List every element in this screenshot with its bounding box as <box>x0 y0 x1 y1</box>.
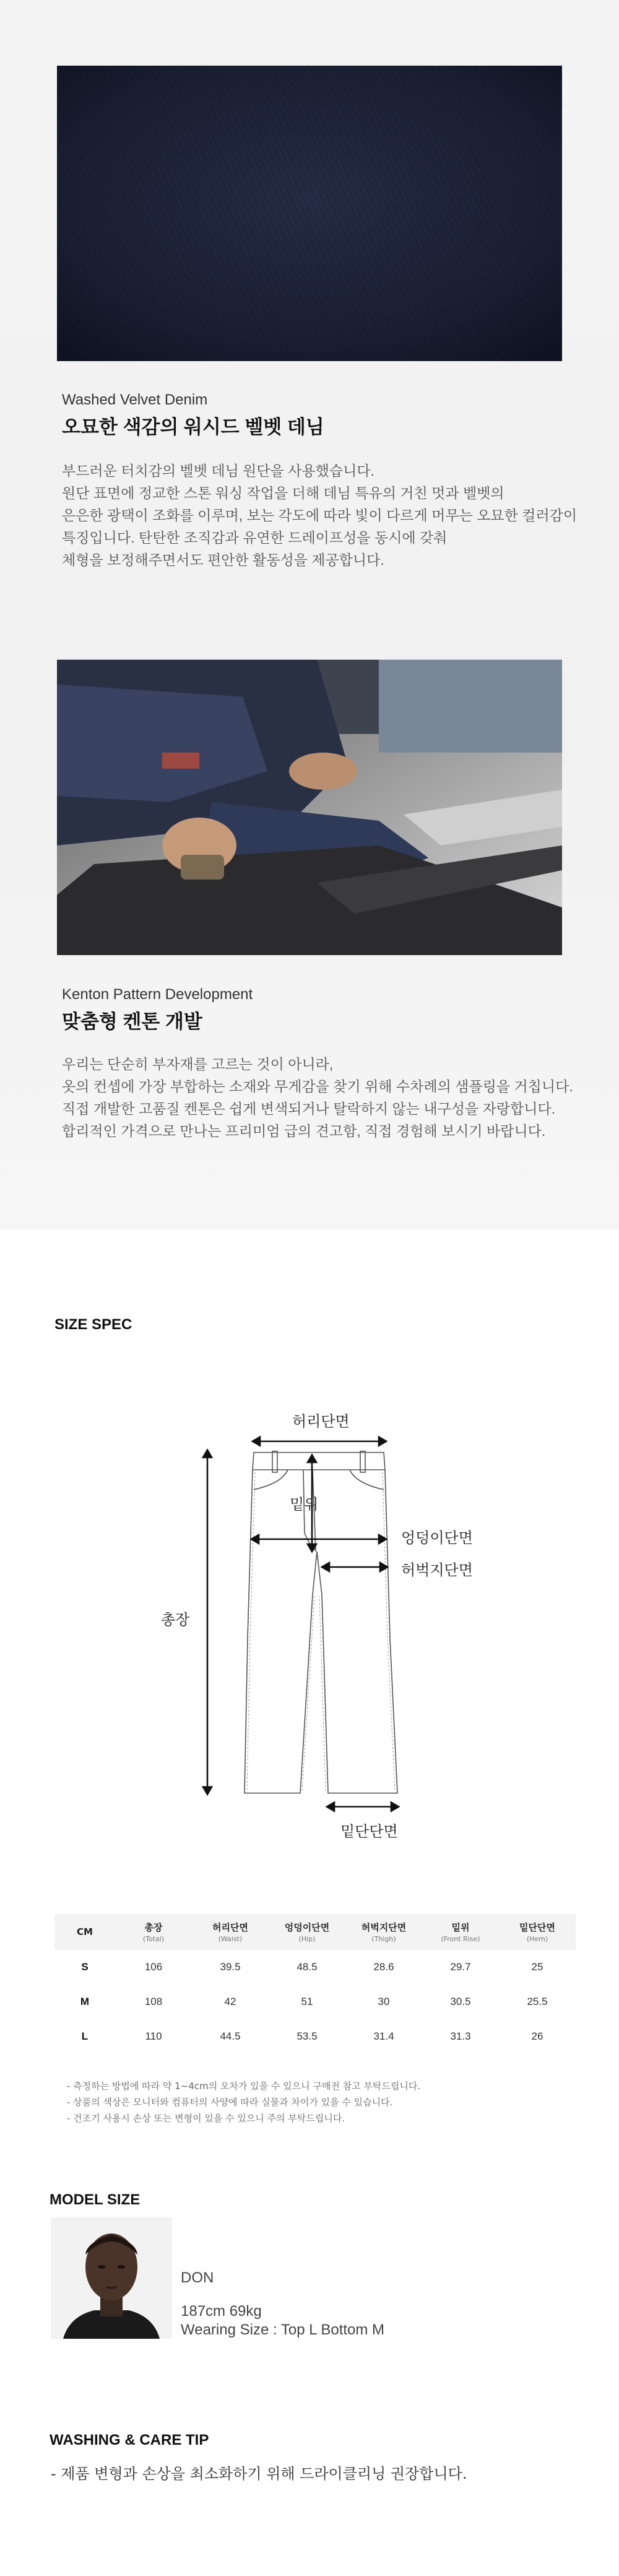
model-wearing-size: Wearing Size : Top L Bottom M <box>181 2321 385 2338</box>
value-cell: 25.5 <box>527 1996 548 2007</box>
value-cell: 30.5 <box>450 1996 471 2007</box>
denim-fabric-image <box>57 66 562 361</box>
model-size-heading: MODEL SIZE <box>50 2191 141 2208</box>
feature-subtitle: Washed Velvet Denim <box>62 391 208 408</box>
header-ko: 엉덩이단면 <box>284 1922 330 1933</box>
size-cell: L <box>81 2030 89 2042</box>
value-cell: 110 <box>145 2030 162 2042</box>
hem-label: 밑단단면 <box>340 1823 398 1840</box>
header-en: (Hem) <box>526 1935 548 1943</box>
table-header-row <box>54 1914 576 1950</box>
header-ko: 허리단면 <box>212 1922 248 1933</box>
value-cell: 26 <box>531 2030 543 2042</box>
table-row <box>54 2019 576 2054</box>
value-cell: 30 <box>378 1996 390 2007</box>
care-heading: WASHING & CARE TIP <box>50 2432 209 2448</box>
description-line: 특징입니다. 탄탄한 조직감과 유연한 드레이프성을 동시에 갖춰 <box>62 530 448 546</box>
description-line: 옷의 컨셉에 가장 부합하는 소재와 무게감을 찾기 위해 수차례의 샘플링을 거칩니다. <box>62 1078 573 1094</box>
table-row <box>54 1950 576 1984</box>
description-line: 합리적인 가격으로 만나는 프리미엄 급의 견고함, 직접 경험해 보시기 바랍니다. <box>62 1123 546 1139</box>
thigh-label: 허벅지단면 <box>401 1561 473 1579</box>
header-en: (Total) <box>142 1935 165 1943</box>
value-cell: 106 <box>144 1961 163 1973</box>
value-cell: 28.6 <box>373 1961 394 1973</box>
header-ko: 밑단단면 <box>519 1922 555 1933</box>
value-cell: 53.5 <box>297 2030 318 2042</box>
length-label: 총장 <box>161 1611 190 1628</box>
value-cell: 44.5 <box>220 2030 241 2042</box>
column-header <box>345 1914 422 1950</box>
denim-fabric-photo <box>57 66 562 361</box>
hip-label: 엉덩이단면 <box>401 1529 473 1547</box>
header-en: (Waist) <box>218 1935 243 1943</box>
description-line: 은은한 광택이 조화를 이루며, 보는 각도에 따라 빛이 다르게 머무는 오묘한 컬러감이 <box>62 507 578 523</box>
size-notes <box>67 2078 420 2126</box>
pattern-cutting-photo <box>57 660 562 955</box>
value-cell: 42 <box>224 1996 236 2007</box>
pants-measurement-diagram <box>161 1391 473 1855</box>
size-spec-heading: SIZE SPEC <box>54 1316 132 1333</box>
column-header <box>115 1914 192 1950</box>
note-line: - 측정하는 방법에 따라 약 1~4cm의 오차가 있을 수 있으니 구매전 참고 부탁드립니다. <box>67 2080 421 2092</box>
column-header <box>192 1914 269 1950</box>
column-header <box>499 1914 576 1950</box>
care-instruction: - 제품 변형과 손상을 최소화하기 위해 드라이클리닝 권장합니다. <box>51 2465 467 2482</box>
header-ko: 밑위 <box>451 1922 470 1933</box>
description-line: 원단 표면에 정교한 스톤 워싱 작업을 더해 데님 특유의 거친 멋과 벨벳의 <box>62 485 504 501</box>
feature-subtitle: Kenton Pattern Development <box>62 986 253 1003</box>
model-portrait-image <box>51 2217 172 2339</box>
value-cell: 25 <box>531 1961 543 1973</box>
model-name: DON <box>181 2269 214 2286</box>
column-header <box>422 1914 499 1950</box>
description-line: 부드러운 터치감의 벨벳 데님 원단을 사용했습니다. <box>62 463 374 479</box>
size-spec-table <box>54 1914 576 2054</box>
unit-header: CM <box>77 1926 93 1937</box>
value-cell: 48.5 <box>297 1961 318 1973</box>
column-header <box>269 1914 345 1950</box>
header-en: (Thigh) <box>371 1935 396 1943</box>
value-cell: 31.4 <box>373 2030 394 2042</box>
value-cell: 51 <box>301 1996 313 2007</box>
waist-label: 허리단면 <box>292 1413 350 1430</box>
description-line: 체형을 보정해주면서도 편안한 활동성을 제공합니다. <box>62 552 384 568</box>
description-line: 우리는 단순히 부자재를 고르는 것이 아니라, <box>62 1056 334 1072</box>
description-line: 직접 개발한 고품질 켄톤은 쉽게 변색되거나 탈락하지 않는 내구성을 자랑합니다. <box>62 1101 556 1117</box>
value-cell: 39.5 <box>220 1961 241 1973</box>
size-cell: S <box>81 1961 89 1973</box>
feature-description <box>62 1053 573 1142</box>
feature-description <box>62 460 578 571</box>
note-line: - 상품의 색상은 모니터와 컴퓨터의 사양에 따라 실물과 차이가 있을 수 있습니다. <box>67 2097 393 2108</box>
rise-label: 밑위 <box>290 1496 319 1513</box>
value-cell: 29.7 <box>450 1961 471 1973</box>
model-photo <box>51 2217 172 2339</box>
header-en: (Front Rise) <box>441 1935 480 1943</box>
pattern-cutting-image <box>57 660 562 955</box>
feature-title: 맞춤형 켄톤 개발 <box>62 1011 202 1033</box>
value-cell: 31.3 <box>450 2030 471 2042</box>
note-line: - 건조기 사용시 손상 또는 변형이 있을 수 있으니 주의 부탁드립니다. <box>67 2113 345 2124</box>
model-measurements: 187cm 69kg <box>181 2303 262 2320</box>
header-ko: 허벅지단면 <box>361 1922 407 1933</box>
value-cell: 108 <box>144 1996 163 2007</box>
size-cell: M <box>80 1996 90 2007</box>
feature-title: 오묘한 색감의 워시드 벨벳 데님 <box>62 416 324 438</box>
header-en: (Hip) <box>298 1935 316 1943</box>
table-row <box>54 1984 576 2019</box>
pants-outline-illustration <box>161 1391 458 1855</box>
header-ko: 총장 <box>144 1922 163 1933</box>
